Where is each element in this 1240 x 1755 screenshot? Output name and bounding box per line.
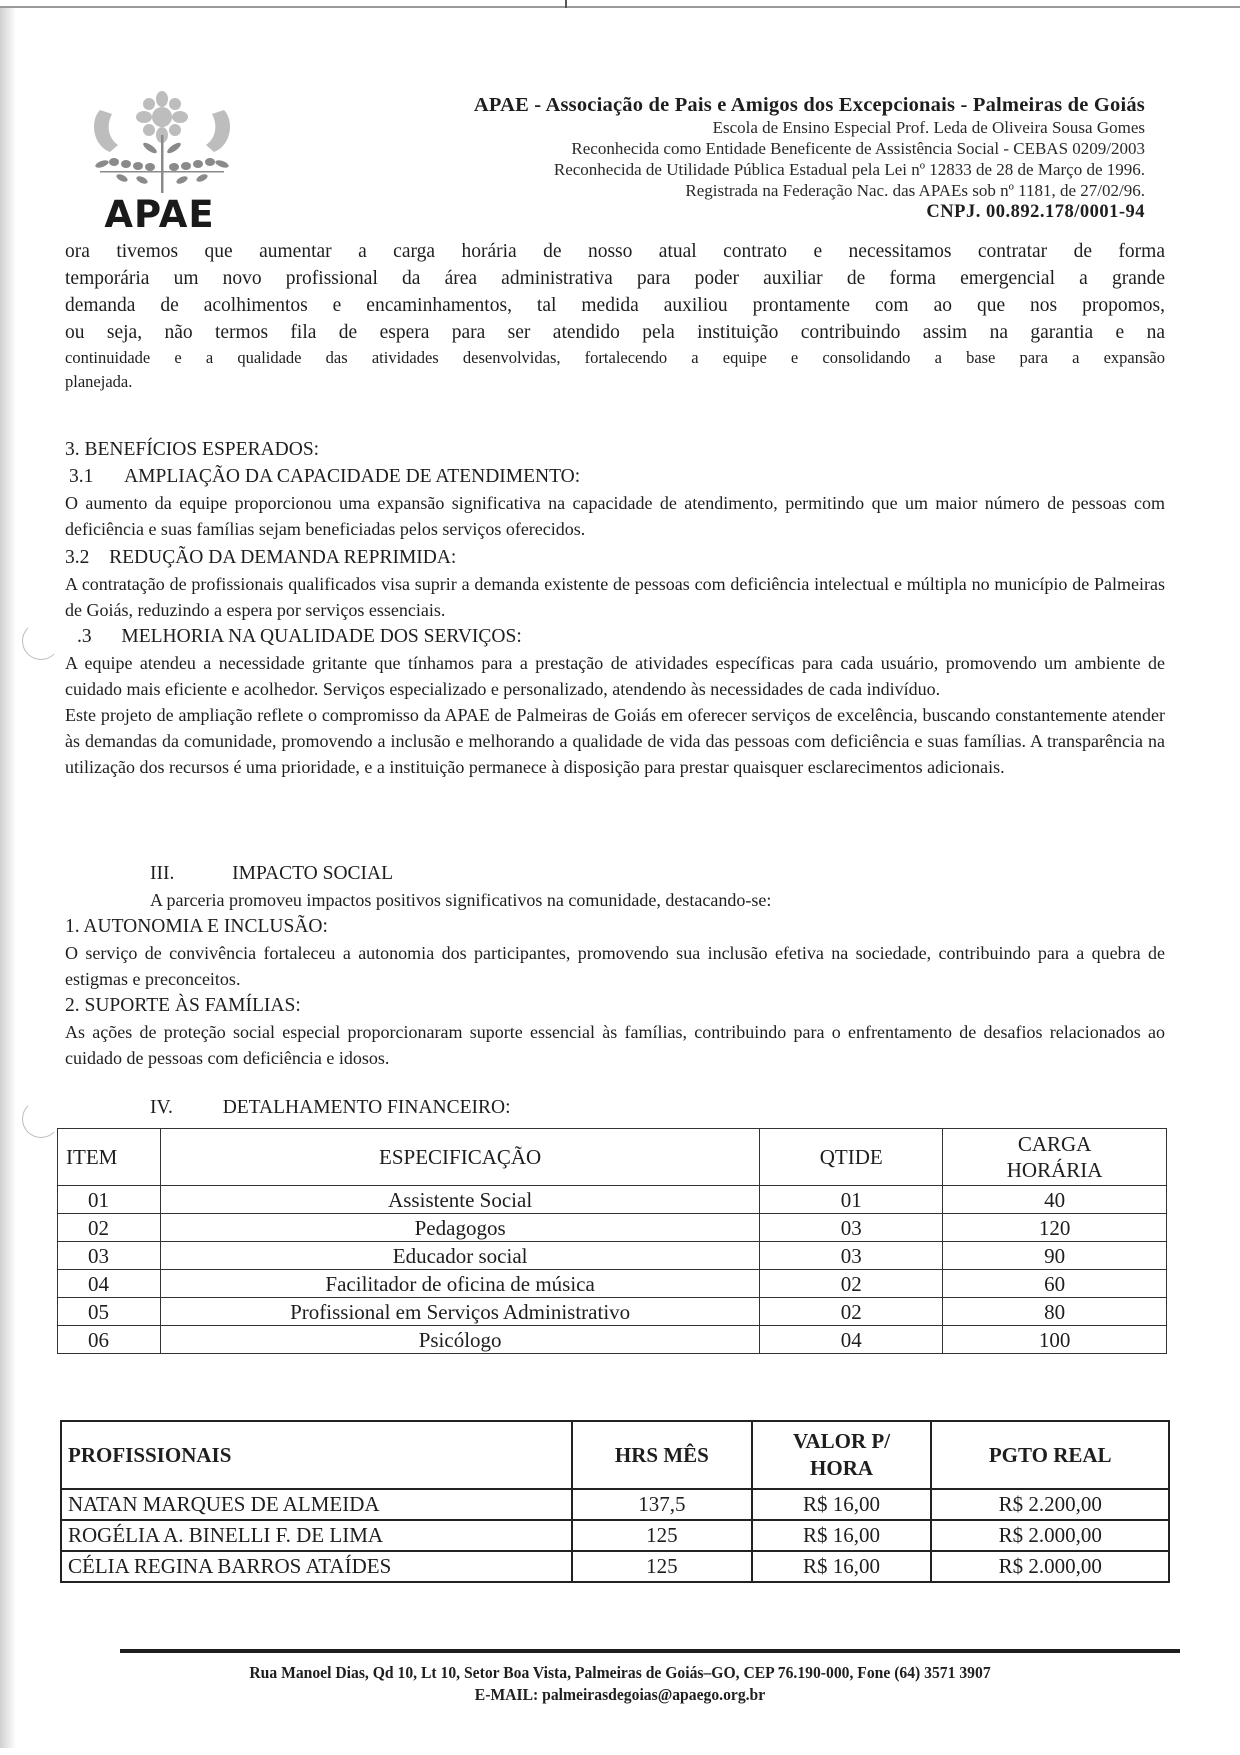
punch-hole-mark [22,622,60,660]
impact-heading: 2. SUPORTE ÀS FAMÍLIAS: [65,995,301,1016]
org-title: APAE - Associação de Pais e Amigos dos Excepcionais - Palmeiras de Goiás [473,94,1145,116]
section-intro: A parceria promoveu impactos positivos significativos na comunidade, destacando-se: [150,890,772,910]
flower-hands-icon [82,90,242,195]
col-header-payment: PGTO REAL [931,1421,1169,1489]
table-header-row [61,1421,1169,1489]
table-row: NATAN MARQUES DE ALMEIDA 137,5 R$ 16,00 R$ 2.200,00 [61,1489,1169,1520]
col-header-item: ITEM [58,1129,161,1186]
punch-hole-mark [22,1100,60,1138]
col-header-workload: CARGA HORÁRIA [943,1129,1167,1186]
impact-text: As ações de proteção social especial proporcionaram suporte essencial às famílias, contribuindo para o enfrentamento de desafios relacionados ao cuidado de pessoas com deficiência e idosos. [65,1022,1165,1068]
subsection-heading [65,623,1165,650]
subsection-title: AMPLIAÇÃO DA CAPACIDADE DE ATENDIMENTO: [124,466,581,487]
col-header-professionals: PROFISSIONAIS [61,1421,572,1489]
section-heading [65,860,1165,887]
intro-line: planejada. [65,372,133,391]
letterhead [474,93,1145,224]
footer [50,1662,1191,1706]
subsection-number: 3.2 [65,547,90,568]
impact-heading: 1. AUTONOMIA E INCLUSÃO: [65,916,328,937]
payment-table [60,1420,1170,1583]
closing-paragraph: Este projeto de ampliação reflete o compromisso da APAE de Palmeiras de Goiás em oferecer serviços de excelência, buscando constantemente atender às demandas da comunidade, promovendo a inclusão e melhorando a qualidade de vida das pessoas com deficiência e suas famílias. A transparência na utilização dos recursos é uma prioridade, e a instituição permanece à disposição para prestar quaisquer esclarecimentos adicionais. [65,705,1165,777]
table-header-row [58,1129,1167,1186]
col-header-qty: QTIDE [760,1129,943,1186]
scan-edge-shadow [0,8,16,1748]
section-beneficios [65,436,1165,780]
table-row: 01 Assistente Social 01 40 [58,1186,1167,1214]
intro-line: continuidade e a qualidade das atividades desenvolvidas, fortalecendo a equipe e consolidando a base para a expansão [65,348,1165,367]
table-row: 03 Educador social 03 90 [58,1242,1167,1270]
table-row: 04 Facilitador de oficina de música 02 60 [58,1270,1167,1298]
intro-line: ou seja, não termos fila de espera para ser atendido pela instituição contribuindo assim na garantia e na [65,322,1165,343]
subsection-text: A equipe atendeu a necessidade gritante que tínhamos para a prestação de atividades específicas para cada usuário, promovendo um ambiente de cuidado mais eficiente e acolhedor. Serviços especializado e personalizado, atendendo às necessidades de cada indivíduo. [65,653,1165,699]
apae-logo [82,90,272,240]
subsection-number: .3 [77,626,92,647]
org-cnpj: CNPJ. 00.892.178/0001-94 [926,202,1145,222]
intro-paragraph [65,238,1165,394]
subsection-text: O aumento da equipe proporcionou uma expansão significativa na capacidade de atendimento, permitindo que um maior número de pessoas com deficiência e suas famílias sejam beneficiadas pelos serviços oferecidos. [65,493,1165,539]
intro-line: demanda de acolhimentos e encaminhamentos, tal medida auxiliou prontamente com ao que nos propomos, [65,295,1165,316]
footer-divider [120,1649,1180,1653]
subsection-heading [65,544,1165,571]
subsection-title: REDUÇÃO DA DEMANDA REPRIMIDA: [109,547,457,568]
footer-email: E-MAIL: palmeirasdegoias@apaego.org.br [474,1685,766,1704]
org-cebas: Reconhecida como Entidade Beneficente de Assistência Social - CEBAS 0209/2003 [571,139,1145,158]
org-registro: Registrada na Federação Nac. das APAEs sob nº 1181, de 27/02/96. [685,181,1145,200]
section-financeiro-heading [65,1094,1165,1121]
section-numeral: III. [150,863,175,884]
section-numeral: IV. [150,1097,173,1118]
section-title: 3. BENEFÍCIOS ESPERADOS: [65,439,320,460]
section-impacto [65,860,1165,1071]
col-header-hourly-rate: VALOR P/ HORA [752,1421,932,1489]
table-row: 05 Profissional em Serviços Administrativo 02 80 [58,1298,1167,1326]
org-school: Escola de Ensino Especial Prof. Leda de Oliveira Sousa Gomes [712,118,1145,137]
intro-line: ora tivemos que aumentar a carga horária de nosso atual contrato e necessitamos contratar de forma [65,241,1165,262]
col-header-hours-month: HRS MÊS [572,1421,752,1489]
impact-text: O serviço de convivência fortaleceu a autonomia dos participantes, promovendo sua inclusão efetiva na sociedade, contribuindo para a quebra de estigmas e preconceitos. [65,943,1165,989]
section-title: DETALHAMENTO FINANCEIRO: [222,1097,511,1118]
subsection-title: MELHORIA NA QUALIDADE DOS SERVIÇOS: [121,626,522,647]
top-scan-rule [0,6,1240,8]
top-scan-tick [565,0,567,8]
col-header-spec: ESPECIFICAÇÃO [160,1129,759,1186]
subsection-text: A contratação de profissionais qualificados visa suprir a demanda existente de pessoas com deficiência intelectual e múltipla no município de Palmeiras de Goiás, reduzindo a espera por serviços essenciais. [65,574,1165,620]
intro-line: temporária um novo profissional da área administrativa para poder auxiliar de forma emergencial a grande [65,268,1165,289]
org-utilidade-publica: Reconhecida de Utilidade Pública Estadual pela Lei nº 12833 de 28 de Março de 1996. [553,160,1145,179]
section-title: IMPACTO SOCIAL [232,863,394,884]
table-row: CÉLIA REGINA BARROS ATAÍDES 125 R$ 16,00 R$ 2.000,00 [61,1551,1169,1582]
table-row: ROGÉLIA A. BINELLI F. DE LIMA 125 R$ 16,00 R$ 2.000,00 [61,1520,1169,1551]
staff-workload-table [57,1128,1167,1354]
subsection-number: 3.1 [69,466,94,487]
footer-address: Rua Manoel Dias, Qd 10, Lt 10, Setor Boa Vista, Palmeiras de Goiás–GO, CEP 76.190-000, Fone (64) 3571 3907 [249,1663,991,1682]
table-row: 06 Psicólogo 04 100 [58,1326,1167,1354]
subsection-heading [65,463,1165,490]
logo-wordmark: APAE [104,193,215,236]
table-row: 02 Pedagogos 03 120 [58,1214,1167,1242]
